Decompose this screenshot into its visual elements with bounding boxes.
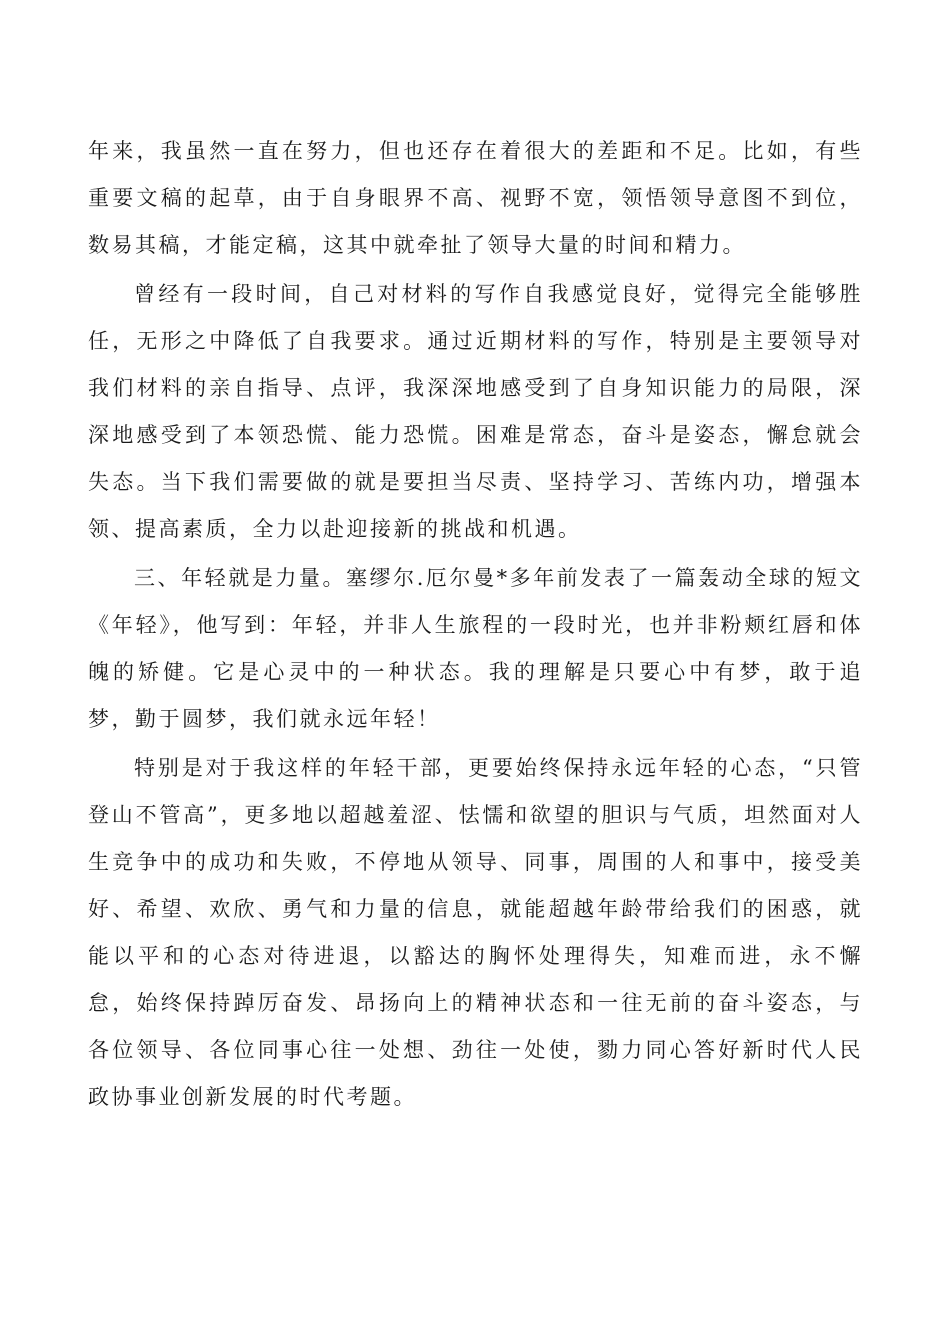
paragraph-2: 曾经有一段时间，自己对材料的写作自我感觉良好，觉得完全能够胜任，无形之中降低了自我要求。通过近期材料的写作，特别是主要领导对我们材料的亲自指导、点评，我深深地感受到了自身知识能力的局限，深深地感受到了本领恐慌、能力恐慌。困难是常态，奋斗是姿态，懈怠就会失态。当下我们需要做的就是要担当尽责、坚持学习、苦练内功，增强本领、提高素质，全力以赴迎接新的挑战和机遇。 [88, 282, 863, 541]
document-body [88, 128, 863, 1123]
paragraph-4: 特别是对于我这样的年轻干部，更要始终保持永远年轻的心态，“只管登山不管高”，更多地以超越羞涩、怯懦和欲望的胆识与气质，坦然面对人生竞争中的成功和失败，不停地从领导、同事，周围的人和事中，接受美好、希望、欢欣、勇气和力量的信息，就能超越年龄带给我们的困惑，就能以平和的心态对待进退，以豁达的胸怀处理得失，知难而进，永不懈怠，始终保持踔厉奋发、昂扬向上的精神状态和一往无前的奋斗姿态，与各位领导、各位同事心往一处想、劲往一处使，勠力同心答好新时代人民政协事业创新发展的时代考题。 [88, 756, 863, 1109]
paragraph-3: 三、年轻就是力量。塞缪尔.厄尔曼*多年前发表了一篇轰动全球的短文《年轻》，他写到：年轻，并非人生旅程的一段时光，也并非粉颊红唇和体魄的矫健。它是心灵中的一种状态。我的理解是只要心中有梦，敢于追梦，勤于圆梦，我们就永远年轻！ [88, 566, 863, 731]
paragraph-1: 年来，我虽然一直在努力，但也还存在着很大的差距和不足。比如，有些重要文稿的起草，由于自身眼界不高、视野不宽，领悟领导意图不到位，数易其稿，才能定稿，这其中就牵扯了领导大量的时间和精力。 [88, 139, 863, 257]
